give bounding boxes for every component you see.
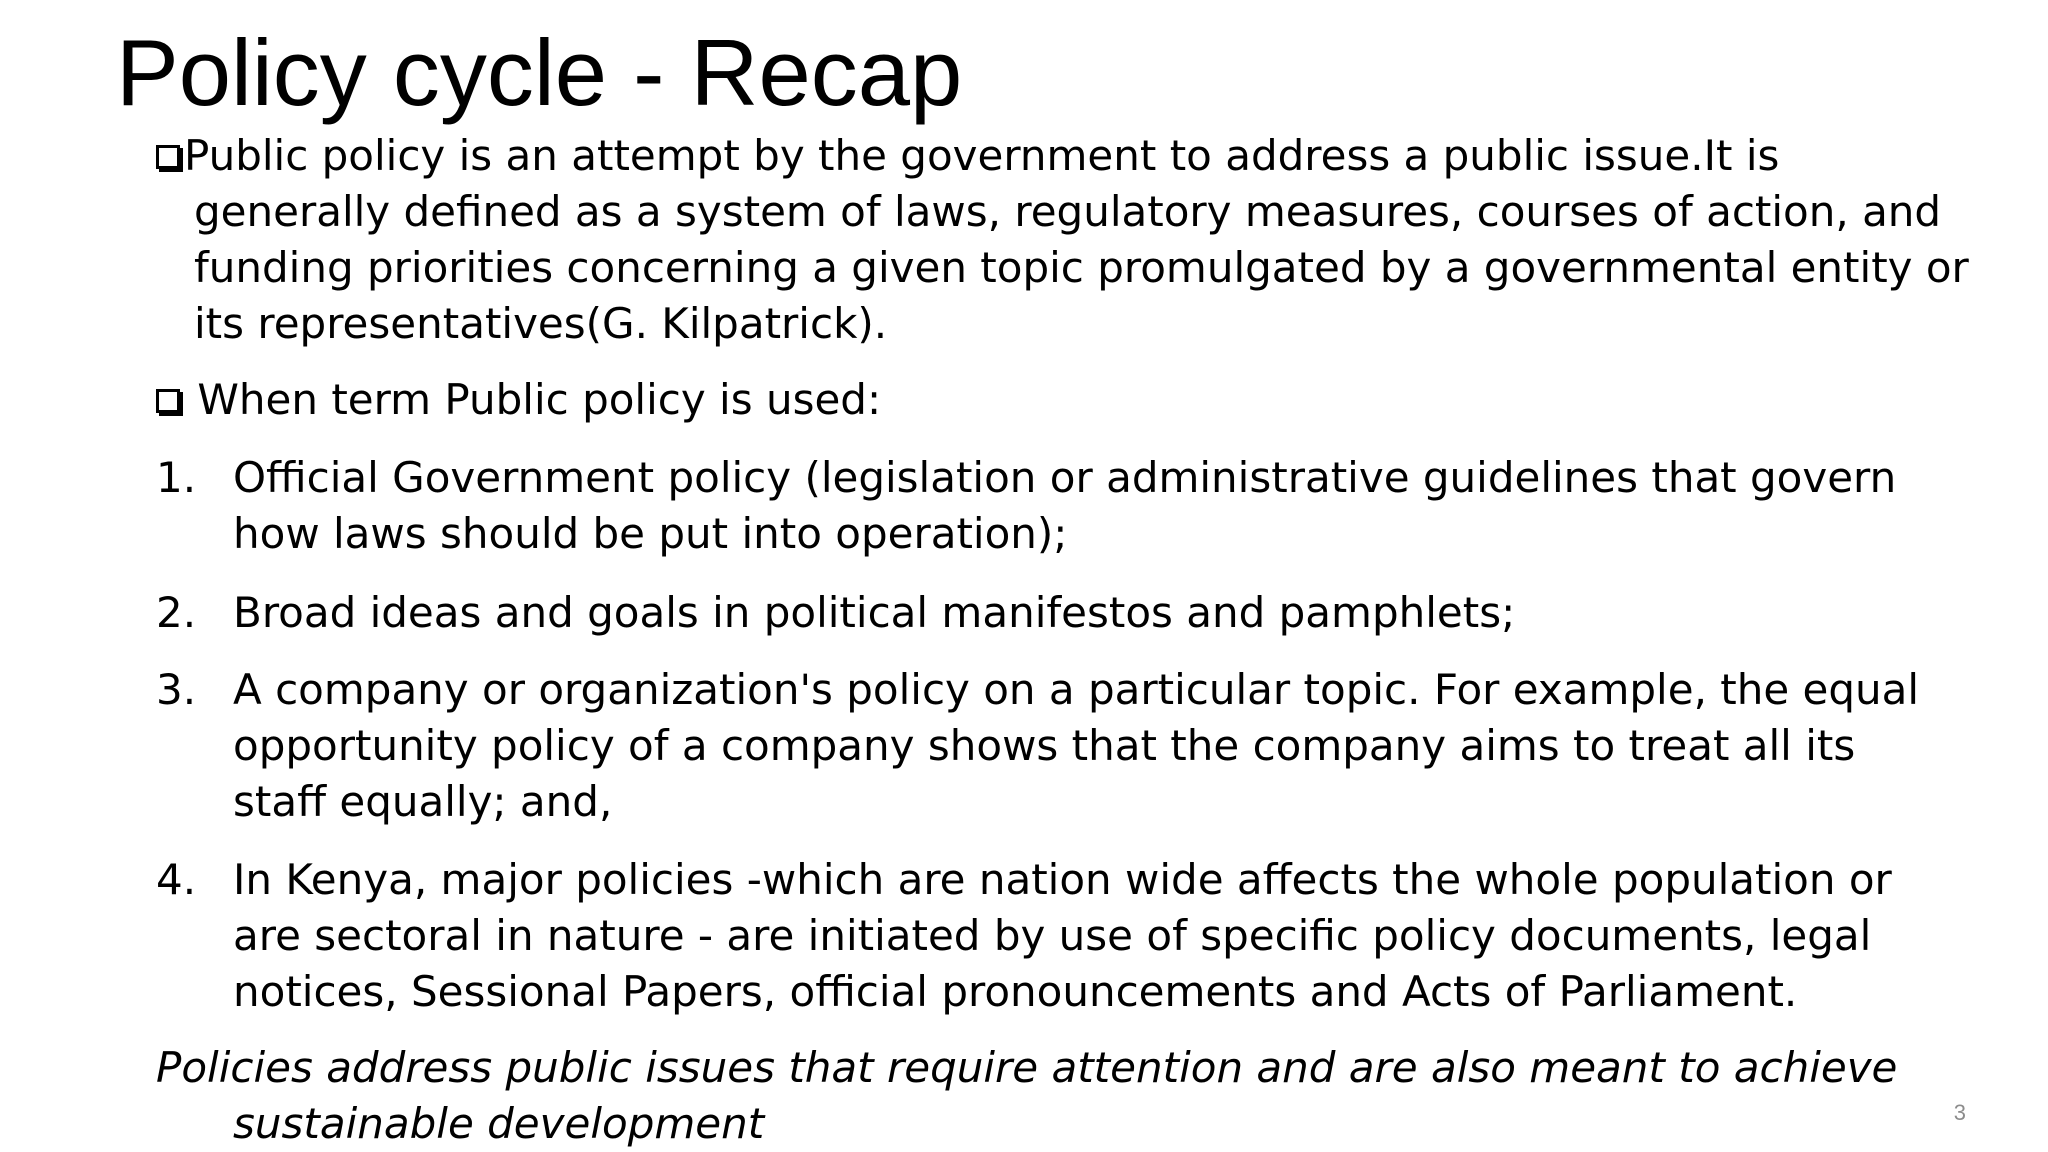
slide-number: 3 [1953, 1100, 1966, 1125]
list-item [156, 585, 1946, 641]
list-item-text: Broad ideas and goals in political manifestos and pamphlets; [233, 588, 1516, 637]
conclusion-text: Policies address public issues that require attention and are also meant to achieve sustainable development [156, 1043, 1898, 1148]
list-item [156, 662, 1946, 830]
list-item-number: 2. [156, 588, 197, 637]
checkbox-square-icon [156, 145, 180, 169]
usage-heading-text: When term Public policy is used: [197, 375, 882, 424]
list-item-text: In Kenya, major policies -which are nation wide affects the whole population or are sectoral in nature - are initiated by use of specific policy documents, legal notices, Sessional Papers, official pronouncements and Acts of Parliament. [233, 855, 1892, 1016]
slide-title: Policy cycle - Recap [116, 20, 963, 125]
usage-heading [156, 372, 1984, 428]
list-item-number: 3. [156, 665, 197, 714]
checkbox-square-icon [156, 389, 180, 413]
list-item-number: 1. [156, 453, 197, 502]
list-item [156, 450, 1946, 562]
intro-text: Public policy is an attempt by the government to address a public issue.It is generally defined as a system of laws, regulatory measures, courses of action, and funding priorities concerning a given topic promulgated by a governmental entity or its representatives(G. Kilpatrick). [184, 131, 1969, 348]
list-item-number: 4. [156, 855, 197, 904]
list-item-text: Official Government policy (legislation or administrative guidelines that govern how laws should be put into operation); [233, 453, 1897, 558]
list-item-text: A company or organization's policy on a particular topic. For example, the equal opportunity policy of a company shows that the company aims to treat all its staff equally; and, [233, 665, 1920, 826]
list-item [156, 852, 1946, 1020]
intro-paragraph [156, 128, 1984, 352]
